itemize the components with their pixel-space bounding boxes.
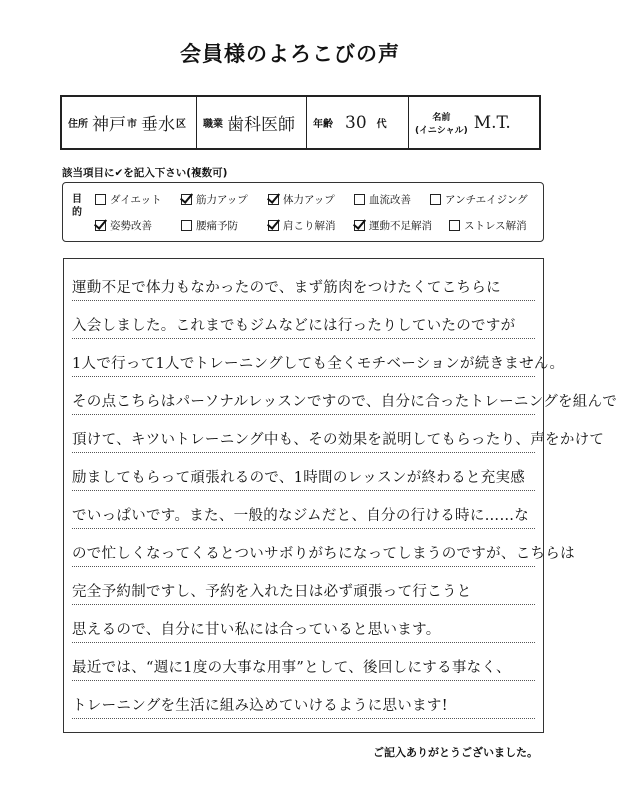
option-label: ストレス解消 <box>464 220 527 232</box>
comment-line: その点こちらはパーソナルレッスンですので、自分に合ったトレーニングを組んで <box>72 377 535 415</box>
purpose-label: 目的 <box>72 194 82 218</box>
option-label: アンチエイジング <box>445 194 528 206</box>
option-label: ダイエット <box>110 194 162 206</box>
age-unit: 代 <box>376 119 387 130</box>
name-label: 名前 <box>432 112 451 123</box>
purpose-box <box>62 182 544 242</box>
name-label-group <box>415 110 468 136</box>
instruction-text: 該当項目に✔を記入下さい(複数可) <box>62 167 228 179</box>
option-muscle-up[interactable] <box>181 192 268 207</box>
checkbox[interactable] <box>354 194 365 205</box>
address-cell <box>62 97 197 148</box>
job-cell <box>197 97 307 148</box>
thanks-text: ご記入ありがとうございました。 <box>373 746 538 759</box>
comment-line: 入会しました。これまでもジムなどには行ったりしていたのですが <box>72 301 535 339</box>
comment-line: 1人で行って1人でトレーニングしても全くモチベーションが続きません。 <box>72 339 535 377</box>
job-value: 歯科医師 <box>227 115 295 135</box>
option-stamina-up[interactable] <box>268 192 354 207</box>
option-blood-flow[interactable] <box>354 192 430 207</box>
option-exercise[interactable] <box>354 218 449 233</box>
purpose-row-2 <box>95 218 527 233</box>
name-cell <box>409 97 539 148</box>
age-cell <box>307 97 409 148</box>
checkbox[interactable] <box>430 194 441 205</box>
ward-label: 区 <box>176 119 186 130</box>
option-label: 姿勢改善 <box>110 220 152 232</box>
checkbox-checked[interactable] <box>181 194 192 205</box>
purpose-row-1 <box>95 192 528 207</box>
checkbox[interactable] <box>449 220 460 231</box>
comment-line: トレーニングを生活に組み込めていけるように思います! <box>72 681 535 719</box>
comment-line: 完全予約制ですし、予約を入れた日は必ず頑張って行こうと <box>72 567 535 605</box>
comment-line: 思えるので、自分に甘い私には合っていると思います。 <box>72 605 535 643</box>
checkbox[interactable] <box>95 194 106 205</box>
ward-value: 垂水 <box>141 115 175 135</box>
comment-area <box>63 258 617 733</box>
name-value: M.T. <box>473 112 511 133</box>
option-label: 体力アップ <box>283 194 335 206</box>
page-title: 会員様のよろこびの声 <box>180 42 400 66</box>
job-label: 職業 <box>203 119 223 130</box>
comment-line: 最近では、“週に1度の大事な用事”として、後回しにする事なく、 <box>72 643 535 681</box>
comment-line: ので忙しくなってくるとついサボりがちになってしまうのですが、こちらは <box>72 529 535 567</box>
comment-line: 頂けて、キツいトレーニング中も、その効果を説明してもらったり、声をかけて <box>72 415 535 453</box>
option-label: 腰痛予防 <box>196 220 238 232</box>
option-label: 肩こり解消 <box>283 220 336 232</box>
checkbox-checked[interactable] <box>268 220 279 231</box>
option-posture[interactable] <box>95 218 181 233</box>
option-stiff-shoulder[interactable] <box>268 218 354 233</box>
checkbox-checked[interactable] <box>354 220 365 231</box>
option-diet[interactable] <box>95 192 181 207</box>
option-label: 血流改善 <box>369 194 411 206</box>
checkbox[interactable] <box>181 220 192 231</box>
comment-line: 励ましてもらって頑張れるので、1時間のレッスンが終わると充実感 <box>72 453 535 491</box>
checkbox-checked[interactable] <box>268 194 279 205</box>
address-value: 神戸 <box>92 115 126 135</box>
comment-line: 運動不足で体力もなかったので、まず筋肉をつけたくてこちらに <box>72 263 535 301</box>
age-value: 30 <box>345 112 367 133</box>
checkbox-checked[interactable] <box>95 220 106 231</box>
city-label: 市 <box>127 119 137 130</box>
option-anti-aging[interactable] <box>430 192 528 207</box>
option-label: 運動不足解消 <box>369 220 432 232</box>
option-back-pain[interactable] <box>181 218 268 233</box>
member-info-box <box>60 95 541 150</box>
comment-line: でいっぱいです。また、一般的なジムだと、自分の行ける時に……な <box>72 491 535 529</box>
option-stress[interactable] <box>449 218 527 233</box>
address-label: 住所 <box>68 119 88 130</box>
age-label: 年齢 <box>313 119 333 130</box>
option-label: 筋力アップ <box>196 194 248 206</box>
initial-label: (イニシャル) <box>415 125 468 136</box>
